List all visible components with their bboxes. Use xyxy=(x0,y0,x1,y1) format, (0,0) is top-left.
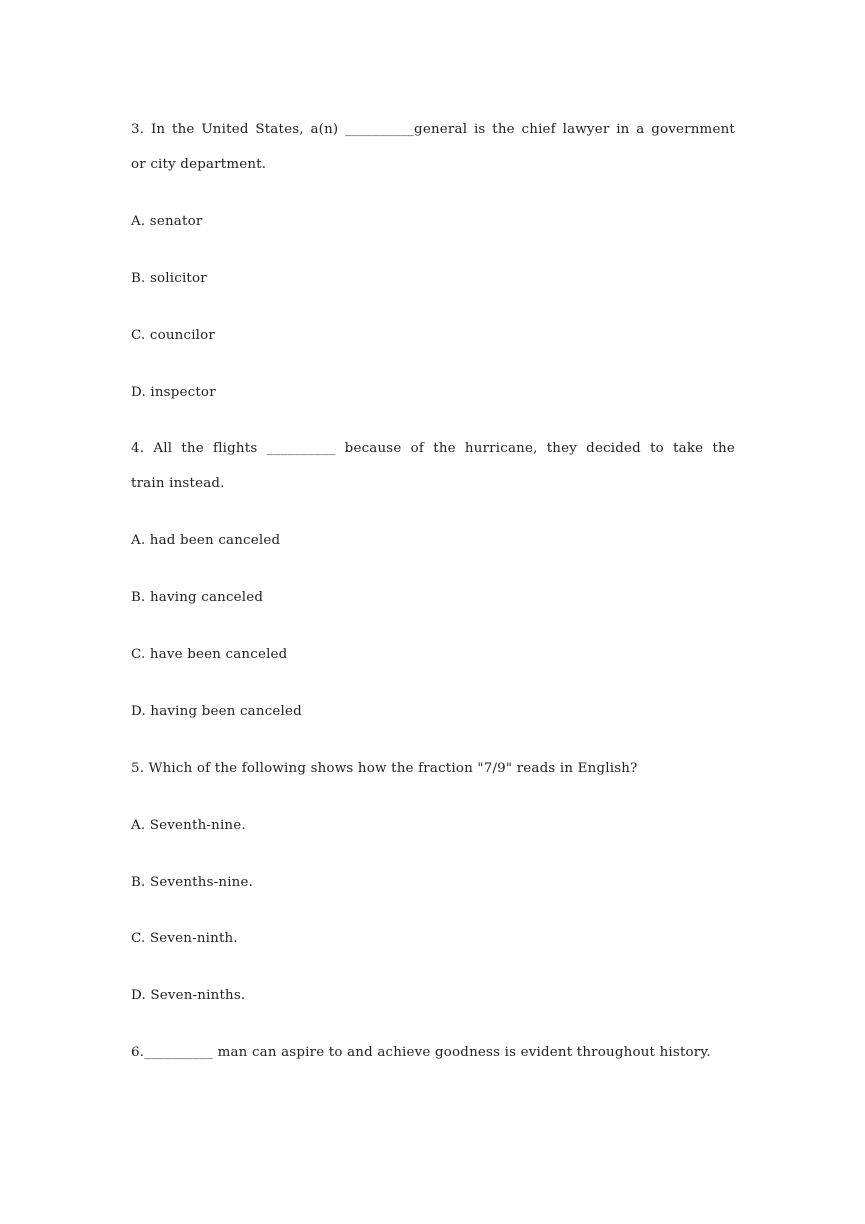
question-3-option-c: C. councilor xyxy=(131,328,216,343)
question-4-stem-line-2: train instead. xyxy=(131,476,225,491)
question-6-stem: 6.__________ man can aspire to and achieve goodness is evident throughout history. xyxy=(131,1045,711,1060)
question-3-stem-line-2: or city department. xyxy=(131,157,267,172)
question-5-option-d: D. Seven-ninths. xyxy=(131,988,246,1003)
question-4-option-a: A. had been canceled xyxy=(131,533,281,548)
question-3-option-a: A. senator xyxy=(131,214,203,229)
question-5-option-c: C. Seven-ninth. xyxy=(131,931,238,946)
question-4-stem-line-1: 4. All the flights __________ because of the hurricane, they decided to take the xyxy=(131,441,735,456)
question-3-option-d: D. inspector xyxy=(131,385,216,400)
question-3-stem-line-1: 3. In the United States, a(n) __________general is the chief lawyer in a government xyxy=(131,122,735,137)
question-5-stem: 5. Which of the following shows how the fraction "7/9" reads in English? xyxy=(131,761,638,776)
question-4-option-d: D. having been canceled xyxy=(131,704,302,719)
question-5-option-a: A. Seventh-nine. xyxy=(131,818,246,833)
question-3-option-b: B. solicitor xyxy=(131,271,207,286)
question-5-option-b: B. Sevenths-nine. xyxy=(131,875,254,890)
question-4-option-b: B. having canceled xyxy=(131,590,264,605)
question-4-option-c: C. have been canceled xyxy=(131,647,288,662)
